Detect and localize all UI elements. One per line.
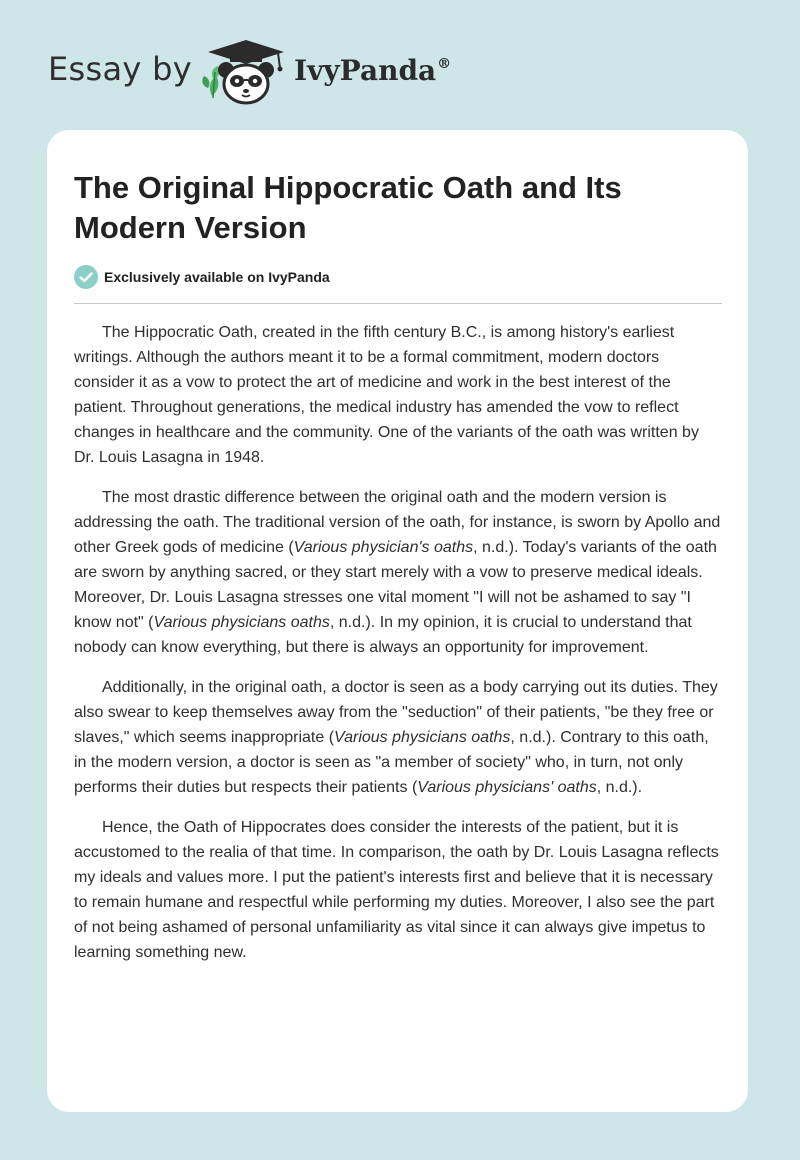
essay-paragraph <box>74 485 722 660</box>
citation-title: Various physicians oaths <box>153 614 330 631</box>
site-header <box>0 0 800 125</box>
page-title: The Original Hippocratic Oath and Its Modern Version <box>74 170 622 245</box>
citation-title: Various physician's oaths <box>293 539 474 556</box>
paragraph-text: , n.d.). Contrary to this oath, in the modern version, a doctor is seen as "a member of society" who, in turn, not only performs their duties but respects their patients ( <box>74 729 709 796</box>
paragraph-text: , n.d.). <box>596 779 643 796</box>
essay-card <box>47 130 748 1112</box>
ivy-leaf-icon <box>202 66 219 98</box>
essay-paragraph <box>74 320 722 470</box>
panda-graduation-cap-icon[interactable] <box>200 36 292 108</box>
brand-name[interactable] <box>294 54 451 87</box>
paragraph-text: , n.d.). Today's variants of the oath are sworn by anything sacred, or they start merely with a vow to preserve medical ideals. Moreover, Dr. Louis Lasagna stresses one vital moment "I will not be ashamed to say "I know not" ( <box>74 539 717 631</box>
essay-body <box>74 320 722 980</box>
registered-mark: ® <box>437 56 452 72</box>
badge-label: Exclusively available on IvyPanda <box>104 269 330 285</box>
paragraph-text: The most drastic difference between the original oath and the modern version is addressing the oath. The traditional version of the oath, for instance, is sworn by Apollo and other Greek gods of medicine ( <box>74 489 721 556</box>
essay-paragraph <box>74 675 722 800</box>
paragraph-text: The Hippocratic Oath, created in the fifth century B.C., is among history's earliest writings. Although the authors meant it to be a formal commitment, modern doctors consider it as a vow to protect the art of medicine and work in the best interest of the patient. Throughout generations, the medical industry has amended the vow to reflect changes in healthcare and the community. One of the variants of the oath was written by Dr. Louis Lasagna in 1948. <box>74 324 699 466</box>
brand-prefix: Essay by <box>48 50 192 88</box>
essay-paragraph <box>74 815 722 965</box>
paragraph-text: Additionally, in the original oath, a doctor is seen as a body carrying out its duties. They also swear to keep themselves away from the "seduction" of their patients, "be they free or slaves," which seems inappropriate ( <box>74 679 718 746</box>
brand-name-text: IvyPanda <box>294 54 437 87</box>
citation-title: Various physicians' oaths <box>417 779 597 796</box>
paragraph-text: Hence, the Oath of Hippocrates does consider the interests of the patient, but it is accustomed to the realia of that time. In comparison, the oath by Dr. Louis Lasagna reflects my ideals and values more. I put the patient's interests first and believe that it is necessary to remain humane and respectful while performing my duties. Moreover, I also see the part of not being ashamed of personal unfamiliarity as vital since it can always give impetus to learning something new. <box>74 819 719 961</box>
exclusive-badge <box>74 265 330 289</box>
paragraph-text: , n.d.). In my opinion, it is crucial to understand that nobody can know everything, but there is always an opportunity for improvement. <box>74 614 692 656</box>
check-badge-icon <box>74 265 98 289</box>
divider <box>74 303 722 304</box>
citation-title: Various physicians oaths <box>334 729 511 746</box>
